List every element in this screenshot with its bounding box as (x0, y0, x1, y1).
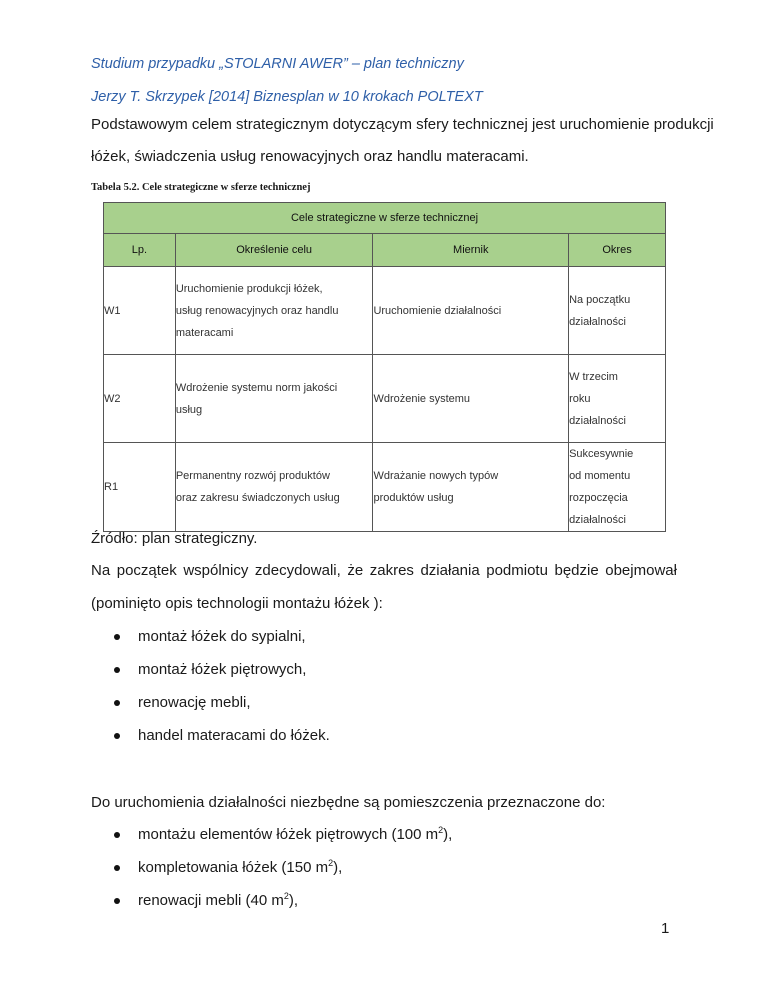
intro-line-2: łóżek, świadczenia usług renowacyjnych oraz handlu materacami. (91, 148, 529, 165)
word: będzie (554, 562, 599, 579)
word: że (347, 562, 364, 579)
header-period: Okres (569, 234, 666, 267)
bullet-icon (114, 898, 120, 904)
list-item (0, 858, 452, 878)
goals-table (103, 202, 666, 532)
header-desc: Określenie celu (175, 234, 373, 267)
bullet-icon (114, 667, 120, 673)
list-item-text: kompletowania łóżek (150 $m^2$), (138, 858, 343, 876)
cell-measure: Wdrażanie nowych typów produktów usług (373, 443, 569, 532)
table-row (104, 355, 666, 443)
list-item-text: handel materacami do łóżek. (138, 727, 330, 744)
source-note: Źródło: plan strategiczny. (91, 530, 258, 547)
cell-period: W trzecim roku działalności (569, 355, 666, 443)
para3: Do uruchomienia działalności niezbędne są pomieszczenia przeznaczone do: (91, 794, 606, 811)
word: zakres (369, 562, 414, 579)
cell-lp: W1 (104, 267, 176, 355)
table-row (104, 267, 666, 355)
word: podmiotu (486, 562, 548, 579)
bullet-icon (114, 700, 120, 706)
cell-measure: Uruchomienie działalności (373, 267, 569, 355)
list-item (0, 726, 330, 746)
list-item (0, 627, 330, 647)
table-row (104, 443, 666, 532)
bullet-icon (114, 832, 120, 838)
cell-measure: Wdrożenie systemu (373, 355, 569, 443)
list-item-text: renowacji mebli (40 $m^2$), (138, 891, 299, 909)
cell-lp: W2 (104, 355, 176, 443)
bullet-icon (114, 733, 120, 739)
list-item-text: renowację mebli, (138, 694, 251, 711)
cell-period: Sukcesywnie od momentu rozpoczęcia działalności (569, 443, 666, 532)
list-item-text: montaż łóżek piętrowych, (138, 661, 307, 678)
list-item (0, 660, 330, 680)
header-lp: Lp. (104, 234, 176, 267)
list-item-text: montażu elementów łóżek piętrowych (100 $m^2$), (138, 825, 453, 843)
header-title: Studium przypadku „STOLARNI AWER” – plan techniczny (91, 56, 464, 72)
word: wspólnicy (183, 562, 249, 579)
word: początek (116, 562, 177, 579)
scope-list (0, 627, 330, 759)
cell-goal: Permanentny rozwój produktów oraz zakresu świadczonych usług (175, 443, 373, 532)
word: obejmował (605, 562, 677, 579)
list-item (0, 891, 452, 911)
list-item-text: montaż łóżek do sypialni, (138, 628, 306, 645)
cell-period: Na początku działalności (569, 267, 666, 355)
list-item (0, 825, 452, 845)
table-caption: Tabela 5.2. Cele strategiczne w sferze technicznej (91, 182, 311, 193)
page-number: 1 (661, 920, 670, 937)
bullet-icon (114, 634, 120, 640)
header-measure: Miernik (373, 234, 569, 267)
word: działania (420, 562, 480, 579)
word: Na (91, 562, 111, 579)
cell-lp: R1 (104, 443, 176, 532)
word: zdecydowali, (254, 562, 341, 579)
cell-goal: Wdrożenie systemu norm jakości usług (175, 355, 373, 443)
rooms-list (0, 825, 452, 924)
bullet-icon (114, 865, 120, 871)
intro-line-1: Podstawowym celem strategicznym dotyczącym sfery technicznej jest uruchomienie produkcji (91, 116, 714, 133)
para2-line-1 (91, 561, 677, 581)
table-title: Cele strategiczne w sferze technicznej (104, 203, 666, 234)
header-source: Jerzy T. Skrzypek [2014] Biznesplan w 10 krokach POLTEXT (91, 89, 483, 105)
para2-line-2: (pominięto opis technologii montażu łóżek ): (91, 595, 383, 612)
list-item (0, 693, 330, 713)
cell-goal: Uruchomienie produkcji łóżek, usług renowacyjnych oraz handlu materacami (175, 267, 373, 355)
